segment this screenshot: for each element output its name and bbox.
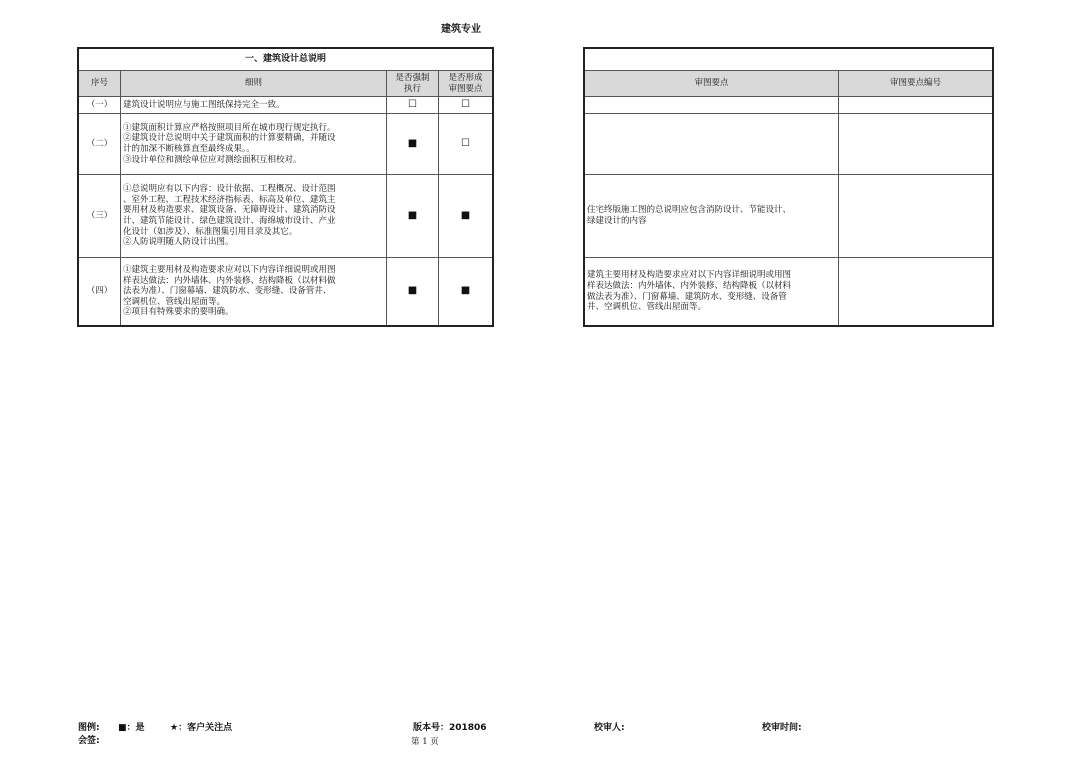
table-row <box>79 114 493 175</box>
col-header-point-line1: 是否形成 <box>448 72 483 83</box>
detail-line: ①总说明应有以下内容：设计依据、工程概况、设计范围 <box>123 184 336 195</box>
detail-line: ②建筑设计总说明中关于建筑面积的计算要精确，并随设 <box>123 133 336 144</box>
detail-line: ①建筑主要用材及构造要求应对以下内容详细说明或用图 <box>123 264 336 275</box>
table-row <box>585 258 993 326</box>
table-row <box>79 258 493 326</box>
point-checkbox: ■ <box>439 258 493 326</box>
col-header-review-point: 审图要点 <box>585 71 839 97</box>
detail-line: 法表为准）、门窗幕墙、建筑防水、变形缝、设备管井、 <box>123 286 332 297</box>
page-number: 第 1 页 <box>411 737 439 747</box>
point-checkbox: ☐ <box>439 97 493 114</box>
review-line: 建筑主要用材及构造要求应对以下内容详细说明或用图 <box>587 270 792 281</box>
detail-line: 建筑设计说明应与施工图纸保持完全一致。 <box>123 99 285 110</box>
col-header-no: 序号 <box>79 71 121 97</box>
row-detail <box>121 175 387 258</box>
forced-checkbox: ■ <box>387 114 439 175</box>
review-points-table <box>584 48 993 326</box>
page-header: 建筑专业 <box>441 24 481 35</box>
review-point-cell <box>585 258 839 326</box>
forced-checkbox: ☐ <box>387 97 439 114</box>
row-detail <box>121 258 387 326</box>
col-header-forced-line1: 是否强制 <box>395 72 430 83</box>
table-title: 一、建筑设计总说明 <box>79 49 493 71</box>
row-detail <box>121 97 387 114</box>
review-line: 井、空调机位、管线出屋面等。 <box>587 302 707 313</box>
point-checkbox: ■ <box>439 175 493 258</box>
reviewer-label: 校审人: <box>594 723 625 733</box>
review-code-cell <box>839 258 993 326</box>
point-checkbox: ☐ <box>439 114 493 175</box>
row-number: （三） <box>79 175 121 258</box>
legend-focus: ★：客户关注点 <box>170 723 233 733</box>
detail-line: 化设计（如涉及）、标准图集引用目录及其它。 <box>123 226 298 237</box>
design-notes-table <box>78 48 493 326</box>
col-header-point <box>439 71 493 97</box>
row-detail <box>121 114 387 175</box>
table-title-blank <box>585 49 993 71</box>
forced-checkbox: ■ <box>387 258 439 326</box>
table-row <box>585 114 993 175</box>
forced-checkbox: ■ <box>387 175 439 258</box>
review-code-cell <box>839 175 993 258</box>
detail-line: ②人防说明随人防设计出图。 <box>123 237 234 248</box>
review-code-cell <box>839 97 993 114</box>
detail-line: ②项目有特殊要求的要明确。 <box>123 307 234 318</box>
legend-yes: ■：是 <box>118 723 145 733</box>
detail-line: 样表达做法：内外墙体、内外装修、结构降板（以材料做 <box>123 275 336 286</box>
review-line: 住宅终版施工图的总说明应包含消防设计、节能设计、 <box>587 205 792 216</box>
col-header-detail: 细则 <box>121 71 387 97</box>
detail-line: ③设计单位和测绘单位应对测绘面积互相校对。 <box>123 154 302 165</box>
detail-line: 计、建筑节能设计、绿色建筑设计、海绵城市设计、产业 <box>123 216 336 226</box>
detail-line: 要用材及构造要求、建筑设备、无障碍设计、建筑消防设 <box>123 205 336 216</box>
review-point-cell <box>585 97 839 114</box>
detail-line: 、室外工程、工程技术经济指标表、标高及单位、建筑主 <box>123 194 336 205</box>
review-line: 做法表为准）、门窗幕墙、建筑防水、变形缝、设备管 <box>587 291 787 302</box>
review-code-cell <box>839 114 993 175</box>
legend-label: 图例: <box>78 723 100 733</box>
col-header-review-code: 审图要点编号 <box>839 71 993 97</box>
row-number: （四） <box>79 258 121 326</box>
table-row <box>79 97 493 114</box>
review-line: 样表达做法：内外墙体、内外装修、结构降板（以材料 <box>587 280 792 291</box>
countersign-label: 会签: <box>78 736 100 746</box>
row-number: （二） <box>79 114 121 175</box>
col-header-forced-line2: 执行 <box>403 83 421 94</box>
detail-line: 计的加深不断核算直至最终成果。。 <box>123 144 255 154</box>
version-number: 版本号：201806 <box>413 723 487 733</box>
review-line: 绿建设计的内容 <box>587 216 647 226</box>
detail-line: 空调机位、管线出屋面等。 <box>123 296 226 307</box>
table-row <box>585 175 993 258</box>
review-time-label: 校审时间: <box>762 723 802 733</box>
table-row <box>79 175 493 258</box>
col-header-forced <box>387 71 439 97</box>
detail-line: ①建筑面积计算应严格按照项目所在城市现行规定执行。 <box>123 122 336 133</box>
review-point-cell <box>585 114 839 175</box>
table-row <box>585 97 993 114</box>
review-point-cell <box>585 175 839 258</box>
col-header-point-line2: 审图要点 <box>448 83 483 94</box>
row-number: （一） <box>79 97 121 114</box>
